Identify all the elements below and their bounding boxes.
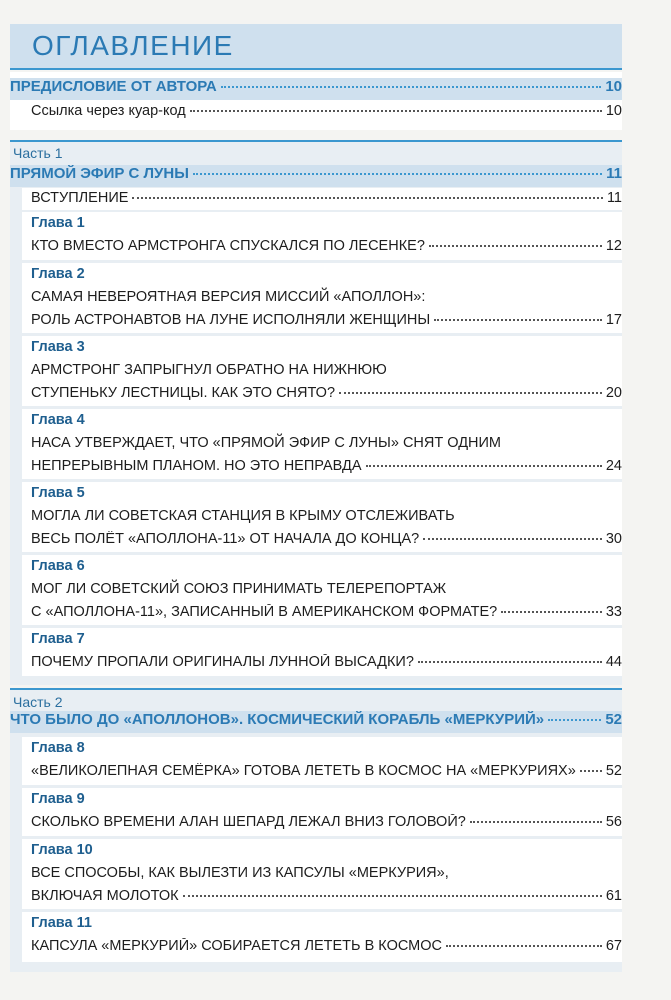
entry-title-line: НАСА УТВЕРЖДАЕТ, ЧТО «ПРЯМОЙ ЭФИР С ЛУНЫ» СНЯТ ОДНИМ xyxy=(31,435,501,451)
dot-leader xyxy=(580,769,602,772)
entry-title-line: ВСЕ СПОСОБЫ, КАК ВЫЛЕЗТИ ИЗ КАПСУЛЫ «МЕРКУРИЯ», xyxy=(31,865,449,881)
dot-leader xyxy=(190,109,602,112)
entry-title: КАПСУЛА «МЕРКУРИЙ» СОБИРАЕТСЯ ЛЕТЕТЬ В КОСМОС xyxy=(31,938,442,954)
entry-title: КТО ВМЕСТО АРМСТРОНГА СПУСКАЛСЯ ПО ЛЕСЕНКЕ? xyxy=(31,238,425,254)
chapter-label: Глава 5 xyxy=(31,485,85,501)
chapter-label: Глава 1 xyxy=(31,215,85,231)
toc-entry-chapter-1[interactable] xyxy=(31,238,622,254)
dot-leader xyxy=(429,244,602,247)
page-number: 33 xyxy=(605,604,622,620)
part-label: Часть 2 xyxy=(13,694,63,710)
entry-title: ВКЛЮЧАЯ МОЛОТОК xyxy=(31,888,179,904)
entry-title-line: МОГЛА ЛИ СОВЕТСКАЯ СТАНЦИЯ В КРЫМУ ОТСЛЕЖИВАТЬ xyxy=(31,508,455,524)
page-number: 11 xyxy=(606,190,622,206)
chapter-label: Глава 4 xyxy=(31,412,85,428)
toc-entry-part-2[interactable] xyxy=(10,711,622,733)
chapter-label: Глава 9 xyxy=(31,791,85,807)
part-label: Часть 1 xyxy=(13,145,63,161)
entry-title: ЧТО БЫЛО ДО «АПОЛЛОНОВ». КОСМИЧЕСКИЙ КОРАБЛЬ «МЕРКУРИЙ» xyxy=(10,711,545,728)
dot-leader xyxy=(339,391,602,394)
page-number: 20 xyxy=(605,385,622,401)
page-number: 17 xyxy=(605,312,622,328)
toc-header xyxy=(10,24,622,70)
toc-entry-chapter-8[interactable] xyxy=(31,763,622,779)
page-number: 61 xyxy=(605,888,622,904)
toc-entry-chapter-5[interactable] xyxy=(31,531,622,547)
chapter-label: Глава 11 xyxy=(31,915,92,931)
entry-title: СКОЛЬКО ВРЕМЕНИ АЛАН ШЕПАРД ЛЕЖАЛ ВНИЗ ГОЛОВОЙ? xyxy=(31,814,466,830)
toc-entry-chapter-2[interactable] xyxy=(31,312,622,328)
toc-entry-chapter-9[interactable] xyxy=(31,814,622,830)
entry-title-line: МОГ ЛИ СОВЕТСКИЙ СОЮЗ ПРИНИМАТЬ ТЕЛЕРЕПОРТАЖ xyxy=(31,581,447,597)
toc-entry-chapter-11[interactable] xyxy=(31,938,622,954)
toc-entry-preface[interactable] xyxy=(10,78,622,100)
page-number: 10 xyxy=(605,78,622,95)
chapter-label: Глава 2 xyxy=(31,266,85,282)
entry-title: НЕПРЕРЫВНЫМ ПЛАНОМ. НО ЭТО НЕПРАВДА xyxy=(31,458,362,474)
dot-leader xyxy=(501,610,602,613)
dot-leader xyxy=(470,820,602,823)
chapter-label: Глава 6 xyxy=(31,558,85,574)
page-number: 12 xyxy=(605,238,622,254)
toc-entry-part-1[interactable] xyxy=(10,165,622,187)
entry-title-line: САМАЯ НЕВЕРОЯТНАЯ ВЕРСИЯ МИССИЙ «АПОЛЛОН»: xyxy=(31,289,426,305)
toc-entry-chapter-6[interactable] xyxy=(31,604,622,620)
page-number: 56 xyxy=(605,814,622,830)
page-number: 52 xyxy=(605,763,622,779)
page-number: 52 xyxy=(605,711,622,728)
entry-title: ПРЯМОЙ ЭФИР С ЛУНЫ xyxy=(10,165,189,182)
chapter-label: Глава 3 xyxy=(31,339,85,355)
toc-entry-intro[interactable] xyxy=(31,190,622,206)
chapter-card xyxy=(22,912,622,962)
page-number: 30 xyxy=(605,531,622,547)
dot-leader xyxy=(418,660,602,663)
dot-leader xyxy=(434,318,602,321)
chapter-label: Глава 10 xyxy=(31,842,93,858)
entry-title: ПОЧЕМУ ПРОПАЛИ ОРИГИНАЛЫ ЛУННОЙ ВЫСАДКИ? xyxy=(31,654,414,670)
entry-title: С «АПОЛЛОНА-11», ЗАПИСАННЫЙ В АМЕРИКАНСКОМ ФОРМАТЕ? xyxy=(31,604,498,620)
dot-leader xyxy=(193,172,602,175)
entry-title-line: АРМСТРОНГ ЗАПРЫГНУЛ ОБРАТНО НА НИЖНЮЮ xyxy=(31,362,387,378)
chapter-label: Глава 7 xyxy=(31,631,85,647)
entry-title: Ссылка через куар-код xyxy=(31,103,186,119)
toc-entry-chapter-10[interactable] xyxy=(31,888,622,904)
entry-title: «ВЕЛИКОЛЕПНАЯ СЕМЁРКА» ГОТОВА ЛЕТЕТЬ В КОСМОС НА «МЕРКУРИЯХ» xyxy=(31,763,576,779)
entry-title: РОЛЬ АСТРОНАВТОВ НА ЛУНЕ ИСПОЛНЯЛИ ЖЕНЩИНЫ xyxy=(31,312,431,328)
entry-title: ПРЕДИСЛОВИЕ ОТ АВТОРА xyxy=(10,78,217,95)
toc-entry-chapter-3[interactable] xyxy=(31,385,622,401)
page-number: 67 xyxy=(605,938,622,954)
dot-leader xyxy=(183,894,602,897)
page-number: 11 xyxy=(606,165,622,182)
toc-entry-chapter-7[interactable] xyxy=(31,654,622,670)
page-number: 24 xyxy=(605,458,622,474)
dot-leader xyxy=(366,464,602,467)
page-number: 44 xyxy=(605,654,622,670)
dot-leader xyxy=(423,537,602,540)
entry-title: ВСТУПЛЕНИЕ xyxy=(31,190,129,206)
dot-leader xyxy=(221,85,602,88)
entry-title: ВЕСЬ ПОЛЁТ «АПОЛЛОНА-11» ОТ НАЧАЛА ДО КОНЦА? xyxy=(31,531,420,547)
dot-leader xyxy=(132,196,603,199)
dot-leader xyxy=(548,718,601,721)
page-number: 10 xyxy=(605,103,622,119)
entry-title: СТУПЕНЬКУ ЛЕСТНИЦЫ. КАК ЭТО СНЯТО? xyxy=(31,385,336,401)
chapter-label: Глава 8 xyxy=(31,740,85,756)
dot-leader xyxy=(446,944,602,947)
toc-entry-chapter-4[interactable] xyxy=(31,458,622,474)
toc-entry-qr-link[interactable] xyxy=(31,103,622,119)
page-title: ОГЛАВЛЕНИЕ xyxy=(32,30,234,61)
